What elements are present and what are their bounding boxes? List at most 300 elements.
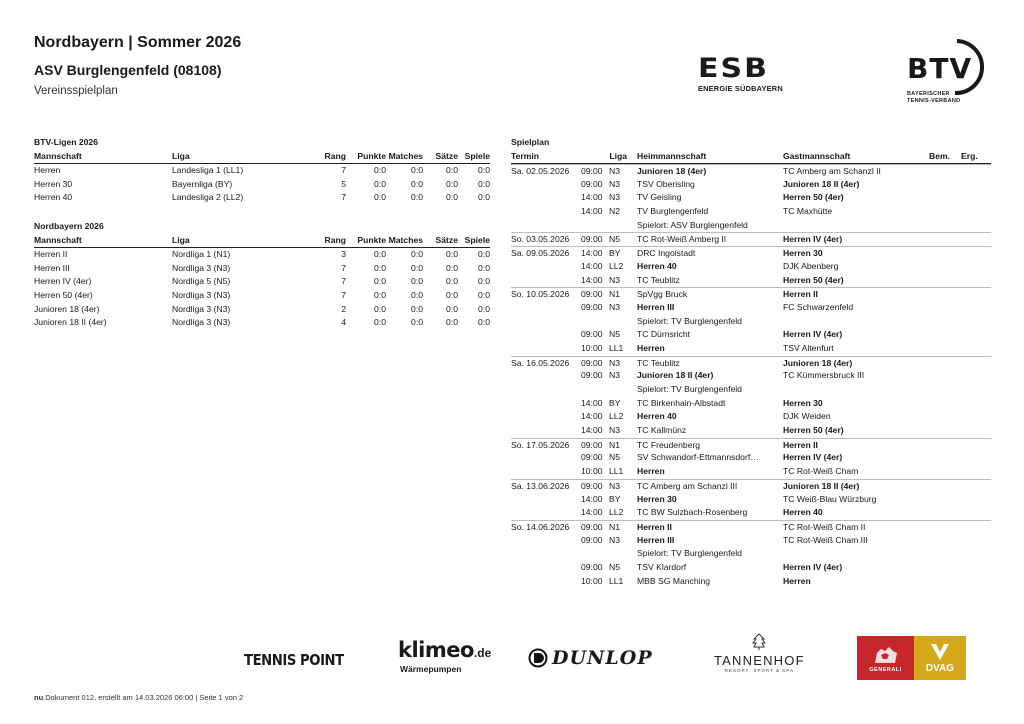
liga-cell: LL1: [609, 466, 624, 477]
bem-cell: [929, 493, 961, 507]
saetze-cell: 0:0: [446, 317, 458, 328]
liga-cell: N2: [609, 206, 620, 217]
bem-cell: [929, 274, 961, 288]
saetze-cell: 0:0: [446, 178, 458, 189]
match-row: [511, 205, 991, 219]
home-team-cell: SpVgg Bruck: [637, 289, 688, 300]
col-header-liga: Liga: [172, 235, 190, 245]
time-cell: 14:00: [581, 411, 603, 422]
pinecone-icon: [751, 633, 767, 651]
liga-cell: N3: [609, 357, 620, 368]
team-cell: Herren III: [34, 262, 70, 273]
spiele-cell: 0:0: [478, 178, 490, 189]
erg-cell: [961, 561, 991, 575]
erg-cell: [961, 534, 991, 548]
guest-team-cell: TSV Altenfurt: [783, 342, 834, 353]
team-cell: Herren 40: [34, 192, 73, 203]
col-header-rang: Rang: [324, 235, 346, 245]
spiele-cell: 0:0: [478, 317, 490, 328]
home-team-cell: Herren: [637, 466, 665, 477]
spielplan-rows: [511, 164, 991, 588]
team-cell: Herren II: [34, 249, 68, 259]
guest-team-cell: TC Amberg am Schanzl II: [783, 166, 881, 176]
liga-cell: Nordliga 3 (N3): [172, 290, 231, 301]
home-team-cell: Junioren 18 II (4er): [637, 370, 714, 381]
bem-cell: [929, 424, 961, 438]
liga-cell: Nordliga 3 (N3): [172, 303, 231, 314]
matches-cell: 0:0: [411, 178, 423, 189]
home-team-cell: Herren III: [637, 534, 675, 545]
home-team-cell: TC Teublitz: [637, 357, 680, 368]
time-cell: 09:00: [581, 480, 603, 491]
liga-cell: LL1: [609, 342, 624, 353]
liga-cell: N5: [609, 452, 620, 463]
home-team-cell: Herren III: [637, 301, 675, 312]
match-row: [511, 301, 991, 315]
erg-cell: [961, 465, 991, 479]
guest-team-cell: Herren IV (4er): [783, 452, 843, 463]
guest-team-cell: Herren II: [783, 289, 818, 300]
match-row: [511, 274, 991, 288]
table-row: [34, 164, 490, 178]
team-cell: Herren 30: [34, 178, 73, 189]
tannenhof-text: TANNENHOF: [714, 653, 805, 668]
match-row: [511, 438, 991, 452]
guest-team-cell: Herren 40: [783, 507, 823, 518]
matches-cell: 0:0: [411, 317, 423, 328]
table-row: [34, 262, 490, 276]
bem-cell: [929, 288, 961, 301]
matches-cell: 0:0: [411, 290, 423, 301]
liga-cell: Nordliga 3 (N3): [172, 317, 231, 328]
time-cell: 14:00: [581, 397, 603, 408]
col-header-saetze: Sätze: [435, 235, 458, 245]
match-row: [511, 232, 991, 246]
time-cell: 09:00: [581, 534, 603, 545]
btv-logo-mark: BTV: [907, 52, 973, 85]
liga-cell: Nordliga 3 (N3): [172, 262, 231, 273]
date-cell: [511, 342, 581, 356]
guest-team-cell: Junioren 18 II (4er): [783, 178, 860, 189]
footer-text: .Dokument 012, erstellt am 14.03.2026 06:00 | Seite 1 von 2: [43, 693, 244, 702]
col-header-heim: Heimmannschaft: [637, 151, 707, 161]
date-cell: [511, 561, 581, 575]
col-header-saetze: Sätze: [435, 151, 458, 161]
match-row: [511, 534, 991, 548]
time-cell: 09:00: [581, 301, 603, 312]
table-row: [34, 303, 490, 317]
match-row: [511, 246, 991, 260]
spielort-row: [511, 547, 991, 561]
match-row: [511, 328, 991, 342]
esb-logo: [698, 52, 798, 93]
col-header-erg: Erg.: [961, 151, 978, 161]
nordbayern-title: Nordbayern 2026: [34, 221, 104, 231]
klimeo-logo: [398, 639, 491, 674]
home-team-cell: TC Dürnsricht: [637, 329, 691, 340]
match-row: [511, 287, 991, 301]
dunlop-text: DUNLOP: [552, 647, 653, 669]
tannenhof-sub: RESORT. SPORT & SPA: [724, 668, 794, 673]
col-header-liga: Liga: [172, 151, 190, 161]
erg-cell: [961, 506, 991, 520]
guest-team-cell: Herren 50 (4er): [783, 425, 844, 436]
home-team-cell: TC Amberg am Schanzl III: [637, 480, 738, 491]
table-row: [34, 289, 490, 303]
liga-cell: N3: [609, 301, 620, 312]
punkte-cell: 0:0: [374, 165, 386, 175]
btv-ligen-rows: [34, 164, 490, 205]
punkte-cell: 0:0: [374, 317, 386, 328]
erg-cell: [961, 357, 991, 370]
home-team-cell: SV Schwandorf-Ettmannsdorf…: [637, 452, 759, 463]
table-row: [34, 248, 490, 262]
spiele-cell: 0:0: [478, 262, 490, 273]
rang-cell: 5: [341, 178, 346, 189]
time-cell: 09:00: [581, 178, 603, 189]
col-header-matches: Matches: [388, 151, 423, 161]
date-cell: So. 14.06.2026: [511, 521, 570, 532]
home-team-cell: TC Freudenberg: [637, 439, 701, 450]
col-header-liga: Liga: [609, 151, 627, 161]
date-cell: [511, 534, 581, 548]
date-cell: [511, 506, 581, 520]
match-row: [511, 575, 991, 589]
liga-cell: N3: [609, 480, 620, 491]
erg-cell: [961, 424, 991, 438]
page-title: Nordbayern | Sommer 2026: [34, 34, 242, 51]
bem-cell: [929, 247, 961, 260]
date-cell: [511, 260, 581, 274]
liga-cell: Landesliga 2 (LL2): [172, 192, 244, 203]
erg-cell: [961, 260, 991, 274]
time-cell: 14:00: [581, 425, 603, 436]
date-cell: [511, 178, 581, 192]
nordbayern-table: [34, 220, 490, 330]
spiele-cell: 0:0: [478, 303, 490, 314]
bem-cell: [929, 205, 961, 219]
liga-cell: LL2: [609, 411, 624, 422]
saetze-cell: 0:0: [446, 303, 458, 314]
date-cell: So. 17.05.2026: [511, 439, 570, 450]
match-row: [511, 520, 991, 534]
punkte-cell: 0:0: [374, 303, 386, 314]
match-row: [511, 451, 991, 465]
guest-team-cell: Junioren 18 II (4er): [783, 480, 860, 491]
spiele-cell: 0:0: [478, 276, 490, 287]
col-header-mannschaft: Mannschaft: [34, 151, 82, 161]
home-team-cell: Herren II: [637, 521, 672, 532]
match-row: [511, 369, 991, 383]
saetze-cell: 0:0: [446, 262, 458, 273]
erg-cell: [961, 493, 991, 507]
time-cell: 09:00: [581, 234, 603, 245]
nordbayern-rows: [34, 248, 490, 330]
erg-cell: [961, 397, 991, 411]
punkte-cell: 0:0: [374, 290, 386, 301]
liga-cell: N1: [609, 439, 620, 450]
tennispoint-logo: [244, 645, 357, 675]
date-cell: [511, 575, 581, 589]
saetze-cell: 0:0: [446, 276, 458, 287]
date-cell: So. 03.05.2026: [511, 234, 570, 245]
rang-cell: 7: [341, 192, 346, 203]
erg-cell: [961, 369, 991, 383]
time-cell: 09:00: [581, 439, 603, 450]
home-team-cell: TSV Klardorf: [637, 561, 687, 572]
punkte-cell: 0:0: [374, 192, 386, 203]
home-team-cell: MBB SG Manching: [637, 575, 711, 586]
home-team-cell: TC Birkenhain-Albstadt: [637, 397, 726, 408]
rang-cell: 7: [341, 165, 346, 175]
erg-cell: [961, 191, 991, 205]
home-team-cell: Herren: [637, 342, 665, 353]
table-row: [34, 275, 490, 289]
match-row: [511, 178, 991, 192]
guest-team-cell: DJK Weiden: [783, 411, 831, 422]
guest-team-cell: Herren IV (4er): [783, 561, 843, 572]
spiele-cell: 0:0: [478, 165, 490, 175]
match-row: [511, 561, 991, 575]
match-row: [511, 506, 991, 520]
date-cell: [511, 465, 581, 479]
nordbayern-header: [34, 234, 490, 248]
matches-cell: 0:0: [411, 303, 423, 314]
match-row: [511, 397, 991, 411]
guest-team-cell: Herren 30: [783, 397, 823, 408]
punkte-cell: 0:0: [374, 276, 386, 287]
bem-cell: [929, 575, 961, 589]
dunlop-logo: [528, 647, 653, 669]
bem-cell: [929, 328, 961, 342]
date-cell: [511, 301, 581, 315]
saetze-cell: 0:0: [446, 290, 458, 301]
dvag-text: DVAG: [925, 663, 955, 674]
liga-cell: N5: [609, 561, 620, 572]
page-footer: [34, 693, 243, 702]
time-cell: 14:00: [581, 274, 603, 285]
col-header-mannschaft: Mannschaft: [34, 235, 82, 245]
erg-cell: [961, 274, 991, 288]
bem-cell: [929, 342, 961, 356]
home-team-cell: Junioren 18 (4er): [637, 166, 707, 176]
table-row: [34, 191, 490, 205]
bem-cell: [929, 465, 961, 479]
col-header-gast: Gastmannschaft: [783, 151, 851, 161]
home-team-cell: TC Rot-Weiß Amberg II: [637, 234, 727, 245]
col-header-rang: Rang: [324, 151, 346, 161]
spielplan-header: [511, 150, 991, 164]
bem-cell: [929, 534, 961, 548]
page-subtitle: Vereinsspielplan: [34, 85, 118, 97]
spielort-row: [511, 219, 991, 233]
bem-cell: [929, 451, 961, 465]
date-cell: [511, 397, 581, 411]
time-cell: 09:00: [581, 370, 603, 381]
sponsor-bar: [0, 633, 1024, 683]
btv-ligen-header: [34, 150, 490, 164]
guest-team-cell: Herren IV (4er): [783, 329, 843, 340]
match-row: [511, 164, 991, 178]
date-cell: [511, 493, 581, 507]
col-header-matches: Matches: [388, 235, 423, 245]
time-cell: 14:00: [581, 507, 603, 518]
erg-cell: [961, 233, 991, 246]
date-cell: [511, 424, 581, 438]
date-cell: So. 10.05.2026: [511, 289, 570, 300]
home-team-cell: DRC Ingolstadt: [637, 248, 696, 259]
time-cell: 09:00: [581, 452, 603, 463]
col-header-spiele: Spiele: [464, 235, 490, 245]
dvag-v-icon: [929, 642, 951, 662]
esb-logo-mark: ESB: [698, 52, 769, 85]
punkte-cell: 0:0: [374, 262, 386, 273]
liga-cell: LL2: [609, 507, 624, 518]
liga-cell: Bayernliga (BY): [172, 178, 233, 189]
team-cell: Herren 50 (4er): [34, 290, 93, 301]
saetze-cell: 0:0: [446, 249, 458, 259]
home-team-cell: TC BW Sulzbach-Rosenberg: [637, 507, 748, 518]
spielplan-title: Spielplan: [511, 137, 550, 147]
bem-cell: [929, 369, 961, 383]
erg-cell: [961, 328, 991, 342]
guest-team-cell: Herren II: [783, 439, 818, 450]
erg-cell: [961, 521, 991, 534]
punkte-cell: 0:0: [374, 178, 386, 189]
btv-logo-sub2: TENNIS-VERBAND: [907, 98, 961, 104]
liga-cell: N3: [609, 192, 620, 203]
time-cell: 09:00: [581, 561, 603, 572]
match-row: [511, 356, 991, 370]
time-cell: 14:00: [581, 206, 603, 217]
liga-cell: N3: [609, 274, 620, 285]
bem-cell: [929, 561, 961, 575]
date-cell: [511, 410, 581, 424]
time-cell: 14:00: [581, 493, 603, 504]
team-cell: Junioren 18 II (4er): [34, 317, 107, 328]
erg-cell: [961, 205, 991, 219]
team-cell: Herren IV (4er): [34, 276, 92, 287]
rang-cell: 7: [341, 276, 346, 287]
home-team-cell: TV Burglengenfeld: [637, 206, 709, 217]
date-cell: [511, 205, 581, 219]
liga-cell: BY: [609, 493, 621, 504]
match-row: [511, 465, 991, 479]
spielort-cell: Spielort: TV Burglengenfeld: [637, 315, 742, 326]
bem-cell: [929, 301, 961, 315]
liga-cell: LL1: [609, 575, 624, 586]
liga-cell: N5: [609, 234, 620, 245]
bem-cell: [929, 410, 961, 424]
btv-ligen-title: BTV-Ligen 2026: [34, 137, 98, 147]
btv-logo-sub1: BAYERISCHER: [907, 91, 950, 97]
col-header-punkte: Punkte: [357, 235, 386, 245]
erg-cell: [961, 342, 991, 356]
rang-cell: 4: [341, 317, 346, 328]
saetze-cell: 0:0: [446, 165, 458, 175]
matches-cell: 0:0: [411, 276, 423, 287]
liga-cell: N5: [609, 329, 620, 340]
guest-team-cell: Herren 50 (4er): [783, 274, 844, 285]
guest-team-cell: Herren IV (4er): [783, 234, 843, 245]
punkte-cell: 0:0: [374, 249, 386, 259]
erg-cell: [961, 288, 991, 301]
rang-cell: 2: [341, 303, 346, 314]
col-header-bem: Bem.: [929, 151, 951, 161]
date-cell: [511, 191, 581, 205]
bem-cell: [929, 260, 961, 274]
generali-logo: [857, 636, 914, 680]
spiele-cell: 0:0: [478, 290, 490, 301]
time-cell: 09:00: [581, 521, 603, 532]
erg-cell: [961, 451, 991, 465]
bem-cell: [929, 357, 961, 370]
liga-cell: BY: [609, 248, 621, 259]
spielplan-table: [511, 136, 991, 588]
guest-team-cell: TC Kümmersbruck III: [783, 370, 865, 381]
spiele-cell: 0:0: [478, 249, 490, 259]
col-header-termin: Termin: [511, 151, 540, 161]
erg-cell: [961, 575, 991, 589]
team-cell: Junioren 18 (4er): [34, 303, 100, 314]
generali-lion-icon: [871, 643, 901, 667]
liga-cell: LL2: [609, 260, 624, 271]
home-team-cell: TC Kallmünz: [637, 425, 687, 436]
col-header-spiele: Spiele: [464, 151, 490, 161]
matches-cell: 0:0: [411, 262, 423, 273]
date-cell: Sa. 02.05.2026: [511, 166, 570, 176]
bem-cell: [929, 165, 961, 178]
team-cell: Herren: [34, 165, 61, 175]
time-cell: 14:00: [581, 248, 603, 259]
btv-logo: [905, 37, 995, 117]
bem-cell: [929, 178, 961, 192]
liga-cell: BY: [609, 397, 621, 408]
home-team-cell: TC Teublitz: [637, 274, 680, 285]
matches-cell: 0:0: [411, 192, 423, 203]
liga-cell: N3: [609, 178, 620, 189]
col-header-punkte: Punkte: [357, 151, 386, 161]
liga-cell: Nordliga 5 (N5): [172, 276, 231, 287]
erg-cell: [961, 178, 991, 192]
time-cell: 10:00: [581, 575, 603, 586]
liga-cell: N3: [609, 425, 620, 436]
table-row: [34, 316, 490, 330]
spiele-cell: 0:0: [478, 192, 490, 203]
erg-cell: [961, 410, 991, 424]
klimeo-sub: Wärmepumpen: [400, 664, 462, 674]
time-cell: 09:00: [581, 329, 603, 340]
liga-cell: Nordliga 1 (N1): [172, 249, 231, 259]
home-team-cell: Herren 30: [637, 493, 677, 504]
club-name: ASV Burglengenfeld (08108): [34, 62, 222, 78]
spielort-row: [511, 315, 991, 329]
bem-cell: [929, 191, 961, 205]
match-row: [511, 424, 991, 438]
home-team-cell: Herren 40: [637, 260, 677, 271]
dvag-logo: [914, 636, 966, 680]
match-row: [511, 493, 991, 507]
liga-cell: Landesliga 1 (LL1): [172, 165, 244, 175]
bem-cell: [929, 480, 961, 493]
time-cell: 10:00: [581, 466, 603, 477]
date-cell: Sa. 16.05.2026: [511, 357, 570, 368]
klimeo-de: .de: [473, 646, 492, 660]
bem-cell: [929, 397, 961, 411]
guest-team-cell: Herren: [783, 575, 811, 586]
liga-cell: N1: [609, 289, 620, 300]
footer-nu: nu: [34, 693, 44, 702]
